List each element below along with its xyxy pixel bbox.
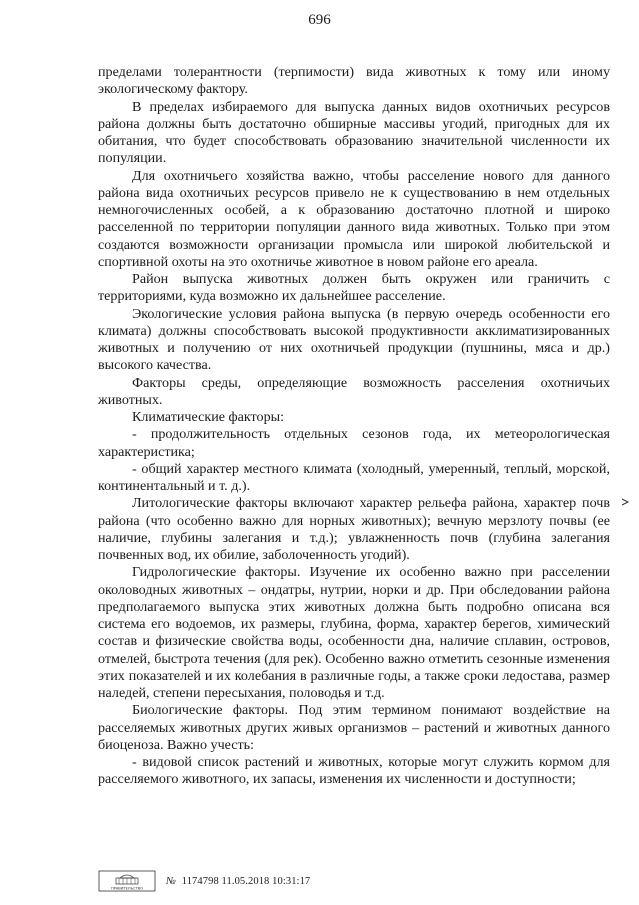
page-number: 696: [308, 12, 331, 28]
paragraph: Район выпуска животных должен быть окружен или граничить с территориями, куда возможно их дальнейшее расселение.: [98, 271, 610, 305]
seal-caption: ПРАВИТЕЛЬСТВО: [110, 886, 144, 891]
paragraph: Для охотничьего хозяйства важно, чтобы расселение нового для данного района вида охотничьих ресурсов привело не к существованию в нем отдельных немногочисленных особей, а к образованию достаточно плотной и широко расселенной по территории популяции данного вида животных. Только при этом создаются возможности организации промысла или широкой любительской и спортивной охоты на это охотничье животное в новом районе его ареала.: [98, 167, 610, 270]
paragraph: Биологические факторы. Под этим термином понимают воздействие на расселяемых животных других живых организмов – растений и животных данного биоценоза. Важно учесть:: [98, 702, 610, 753]
footer-stamp: [98, 870, 310, 892]
margin-mark-icon: [620, 497, 630, 507]
paragraph: Гидрологические факторы. Изучение их особенно важно при расселении околоводных животных – ондатры, нутрии, норки и др. При обследовании района предполагаемого выпуска этих животных должна быть подробно описана вся система его водоемов, их размеры, глубина, форма, характер берегов, химический состав и физические свойства воды, особенности дна, наличие сплавин, островов, отмелей, быстрота течения (для рек). Особенно важно отметить сезонные изменения этих показателей и их колебания в различные годы, а также сроки ледостава, размер наледей, степени пересыхания, половодья и т.д.: [98, 564, 610, 701]
government-building-seal-icon: [98, 870, 156, 892]
doc-registration: [166, 876, 310, 887]
paragraph: Литологические факторы включают характер рельефа района, характер почв района (что особенно важно для норных животных); вечную мерзлоту почвы (ее наличие, глубины залегания и т.д.); увлажненность почв (глубина залегания почвенных вод, их обилие, заболоченность угодий).: [98, 495, 610, 563]
doc-number-prefix: №: [166, 875, 177, 887]
doc-number: 1174798: [181, 875, 219, 887]
doc-timestamp: 11.05.2018 10:31:17: [221, 875, 311, 887]
paragraph: - продолжительность отдельных сезонов года, их метеорологическая характеристика;: [98, 426, 610, 460]
paragraph: Экологические условия района выпуска (в первую очередь особенности его климата) должны способствовать высокой продуктивности акклиматизированных животных и получению от них охотничьей продукции (пушнины, мяса и др.) высокого качества.: [98, 305, 610, 374]
paragraph: пределами толерантности (терпимости) вида животных к тому или иному экологическому фактору.: [98, 64, 610, 98]
paragraph: Факторы среды, определяющие возможность расселения охотничьих животных.: [98, 374, 610, 408]
paragraph: - видовой список растений и животных, которые могут служить кормом для расселяемого животного, их запасы, изменения их численности и доступности;: [98, 754, 610, 788]
paragraph: - общий характер местного климата (холодный, умеренный, теплый, морской, континентальный и т. д.).: [98, 460, 610, 494]
paragraph: В пределах избираемого для выпуска данных видов охотничьих ресурсов района должны быть достаточно обширные массивы угодий, пригодных для их обитания, что будет способствовать образованию значительной численности их популяции.: [98, 98, 610, 167]
document-body: [98, 64, 610, 789]
paragraph: Климатические факторы:: [132, 409, 285, 425]
